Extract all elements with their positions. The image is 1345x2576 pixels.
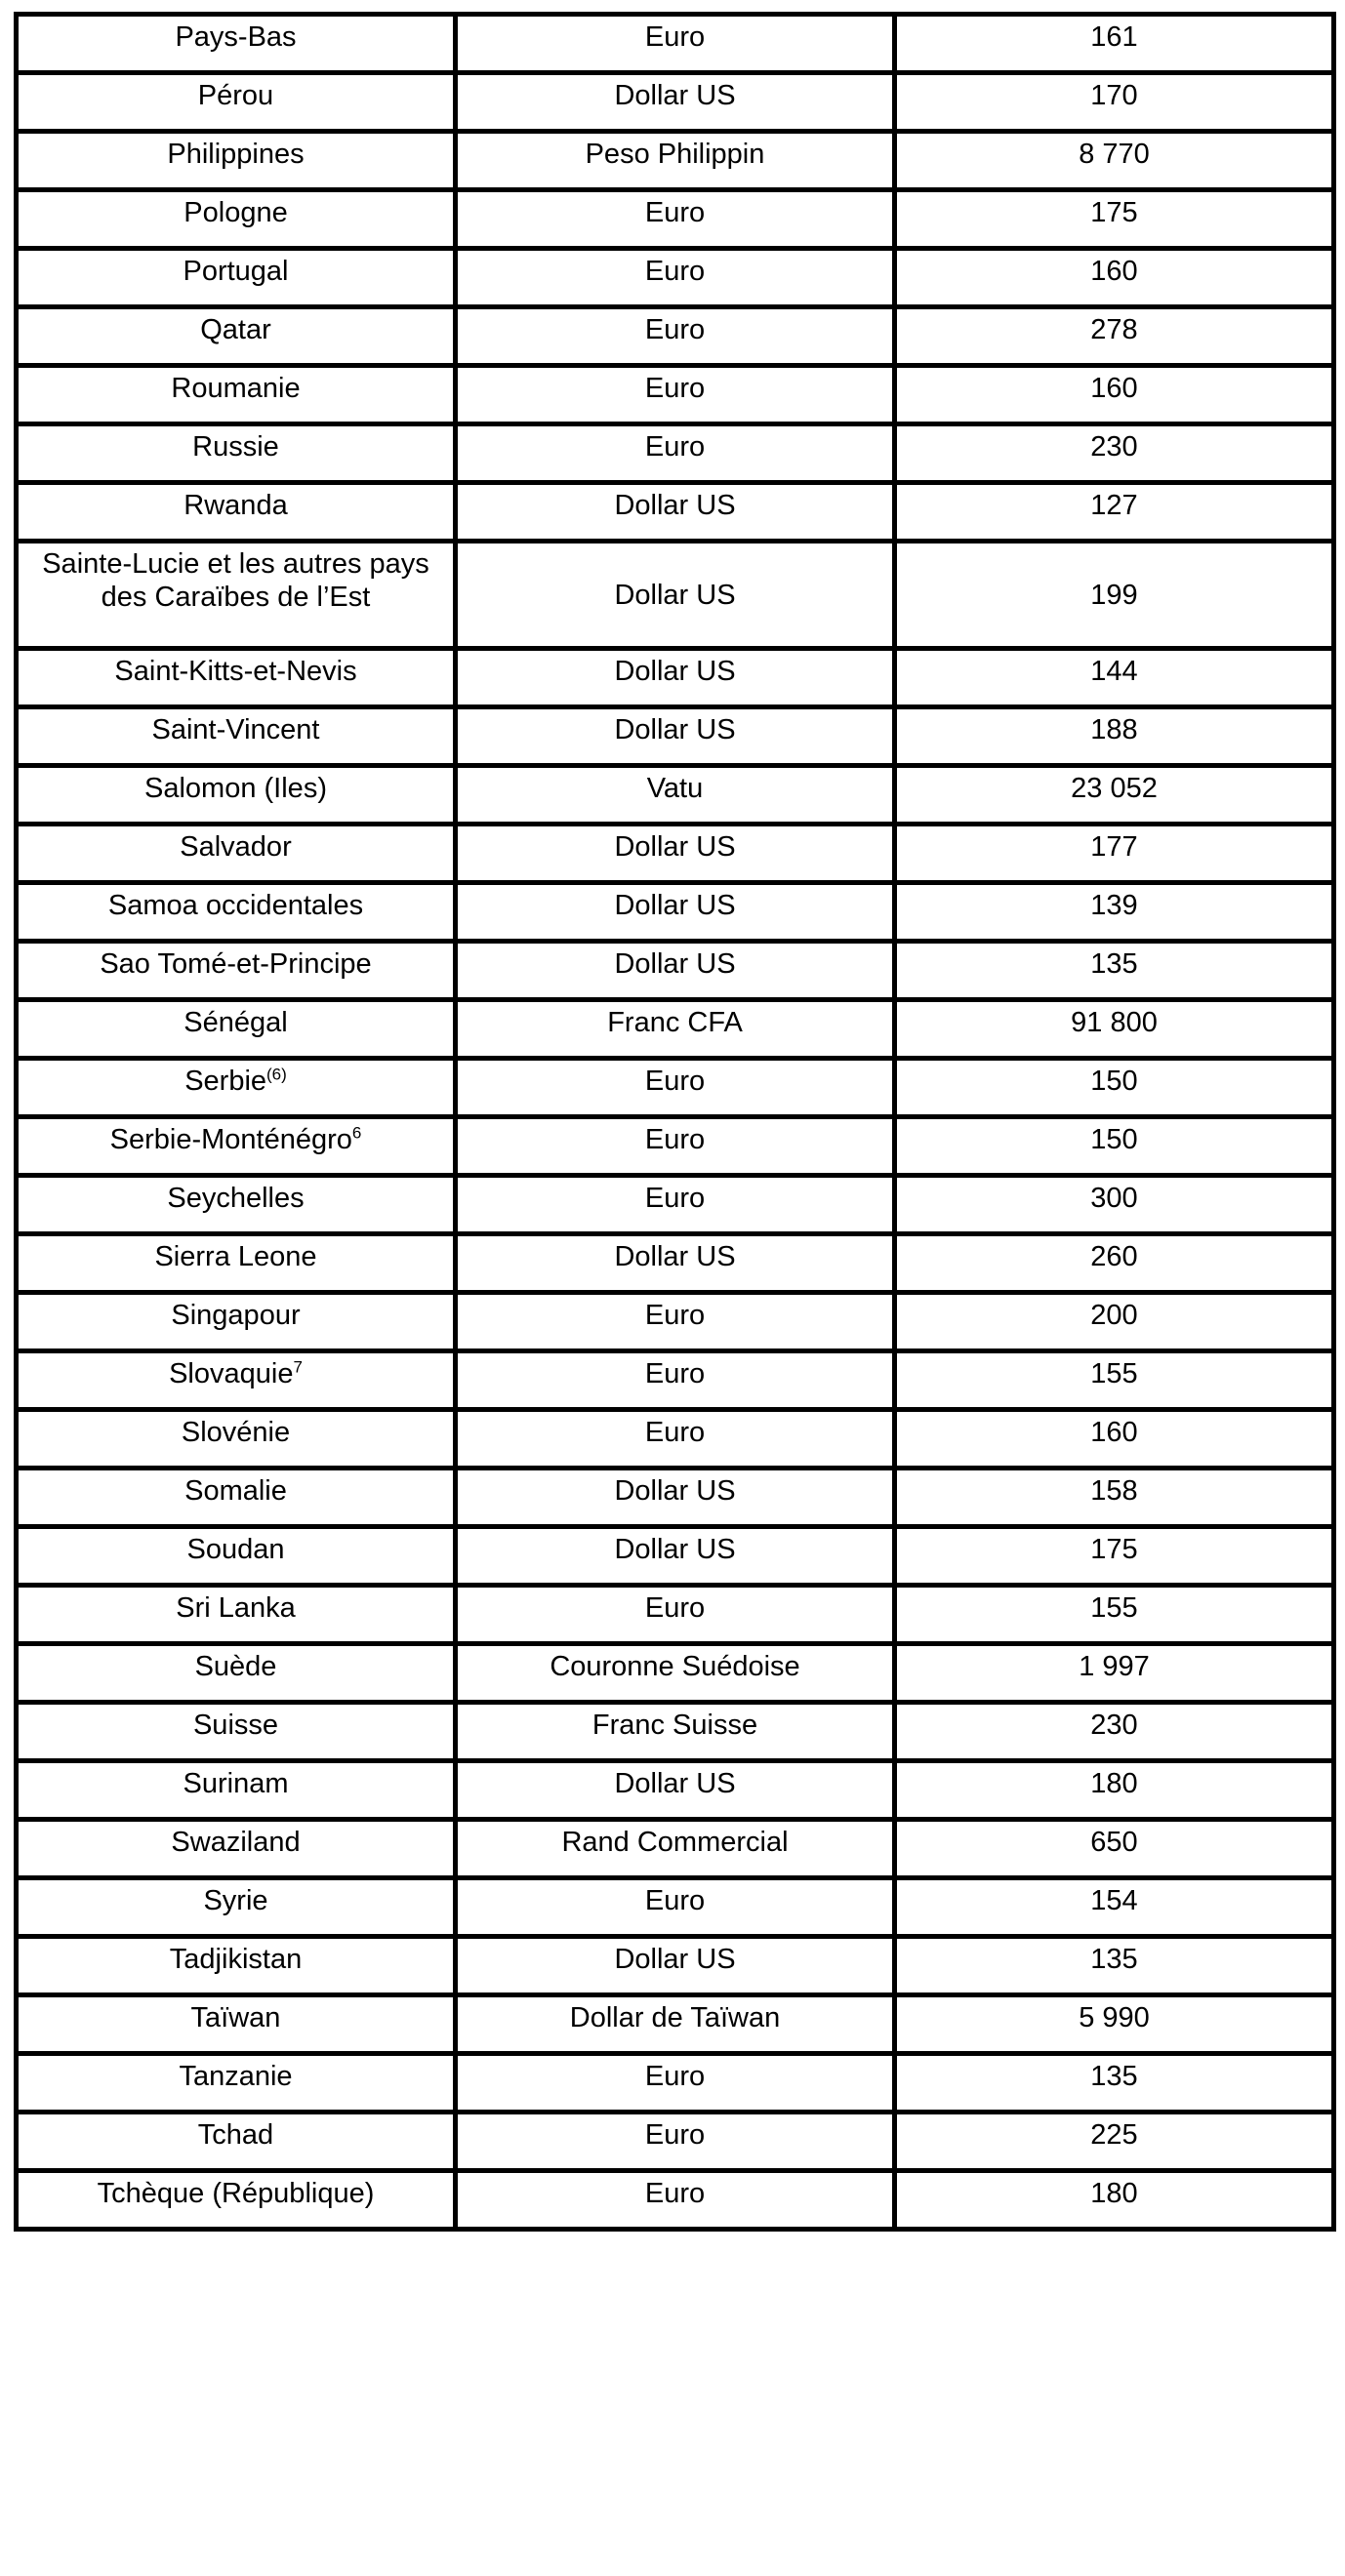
table-row	[17, 1410, 1334, 1469]
currency-cell: Euro	[456, 1293, 895, 1351]
currency-cell: Dollar de Taïwan	[456, 1995, 895, 2054]
country-name: Roumanie	[171, 373, 301, 404]
amount-cell: 135	[895, 1937, 1334, 1995]
currency-cell: Euro	[456, 307, 895, 366]
footnote-marker: 6	[351, 1123, 362, 1143]
country-cell	[17, 649, 456, 707]
country-name: Russie	[192, 431, 279, 463]
table-row	[17, 249, 1334, 307]
country-cell	[17, 1878, 456, 1937]
table-row	[17, 1820, 1334, 1878]
currency-cell: Euro	[456, 1117, 895, 1176]
amount-cell: 177	[895, 825, 1334, 883]
country-name: Suisse	[192, 1710, 279, 1741]
country-cell	[17, 1176, 456, 1234]
currency-cell: Euro	[456, 424, 895, 483]
table-row	[17, 190, 1334, 249]
table-row	[17, 2113, 1334, 2171]
country-cell	[17, 1761, 456, 1820]
currency-cell: Dollar US	[456, 942, 895, 1000]
country-cell	[17, 307, 456, 366]
currency-cell: Dollar US	[456, 542, 895, 649]
country-name: Serbie-Monténégro	[109, 1124, 352, 1155]
country-name: Salvador	[180, 831, 292, 863]
country-cell	[17, 1527, 456, 1586]
country-name: Seychelles	[167, 1183, 305, 1214]
country-cell	[17, 366, 456, 424]
country-cell	[17, 1293, 456, 1351]
country-name: Samoa occidentales	[107, 890, 364, 921]
country-cell	[17, 1351, 456, 1410]
country-name: Sénégal	[183, 1007, 288, 1038]
country-cell	[17, 707, 456, 766]
country-cell	[17, 825, 456, 883]
country-name: Syrie	[203, 1885, 268, 1916]
country-name: Qatar	[200, 314, 271, 345]
currency-cell: Couronne Suédoise	[456, 1644, 895, 1703]
rate-table-body	[17, 15, 1334, 2230]
country-cell	[17, 1410, 456, 1469]
country-name: Taïwan	[190, 2002, 281, 2033]
currency-cell: Dollar US	[456, 1527, 895, 1586]
country-cell	[17, 1000, 456, 1059]
country-cell	[17, 1117, 456, 1176]
table-row	[17, 649, 1334, 707]
amount-cell: 188	[895, 707, 1334, 766]
country-cell	[17, 1820, 456, 1878]
country-name: Suède	[194, 1651, 277, 1682]
currency-cell: Euro	[456, 1176, 895, 1234]
table-row	[17, 366, 1334, 424]
table-row	[17, 15, 1334, 73]
amount-cell: 150	[895, 1117, 1334, 1176]
country-name: Tchad	[197, 2119, 274, 2151]
country-name: Pays-Bas	[175, 21, 297, 53]
currency-cell: Euro	[456, 190, 895, 249]
amount-cell: 150	[895, 1059, 1334, 1117]
country-name: Sainte-Lucie et les autres pays des Caraïbes de l’Est	[42, 548, 429, 613]
country-cell	[17, 2113, 456, 2171]
amount-cell: 199	[895, 542, 1334, 649]
amount-cell: 1 997	[895, 1644, 1334, 1703]
country-cell	[17, 1469, 456, 1527]
country-cell	[17, 766, 456, 825]
table-row	[17, 1000, 1334, 1059]
table-row	[17, 424, 1334, 483]
table-row	[17, 483, 1334, 542]
currency-cell: Euro	[456, 15, 895, 73]
country-cell	[17, 2171, 456, 2230]
currency-cell: Euro	[456, 366, 895, 424]
currency-cell: Dollar US	[456, 483, 895, 542]
amount-cell: 175	[895, 190, 1334, 249]
amount-cell: 225	[895, 2113, 1334, 2171]
currency-cell: Dollar US	[456, 1469, 895, 1527]
currency-cell: Euro	[456, 2054, 895, 2113]
table-row	[17, 942, 1334, 1000]
amount-cell: 155	[895, 1586, 1334, 1644]
amount-cell: 139	[895, 883, 1334, 942]
amount-cell: 127	[895, 483, 1334, 542]
footnote-marker: (6)	[266, 1065, 287, 1084]
amount-cell: 650	[895, 1820, 1334, 1878]
country-cell	[17, 424, 456, 483]
country-cell	[17, 1703, 456, 1761]
country-name: Swaziland	[171, 1827, 301, 1858]
table-row	[17, 1644, 1334, 1703]
amount-cell: 180	[895, 2171, 1334, 2230]
currency-cell: Franc Suisse	[456, 1703, 895, 1761]
table-row	[17, 2054, 1334, 2113]
table-row	[17, 1937, 1334, 1995]
country-name: Tadjikistan	[169, 1944, 303, 1975]
currency-cell: Euro	[456, 1878, 895, 1937]
currency-cell: Euro	[456, 2171, 895, 2230]
table-row	[17, 1586, 1334, 1644]
country-cell	[17, 1586, 456, 1644]
currency-cell: Euro	[456, 1351, 895, 1410]
country-cell	[17, 942, 456, 1000]
table-row	[17, 883, 1334, 942]
country-cell	[17, 2054, 456, 2113]
country-name: Pologne	[183, 197, 288, 228]
currency-cell: Dollar US	[456, 1234, 895, 1293]
country-name: Tanzanie	[179, 2061, 293, 2092]
country-cell	[17, 483, 456, 542]
country-name: Sierra Leone	[154, 1241, 317, 1272]
table-row	[17, 707, 1334, 766]
country-cell	[17, 249, 456, 307]
amount-cell: 161	[895, 15, 1334, 73]
currency-cell: Franc CFA	[456, 1000, 895, 1059]
country-name: Soudan	[186, 1534, 285, 1565]
country-name: Slovaquie	[169, 1358, 294, 1389]
currency-cell: Dollar US	[456, 1937, 895, 1995]
table-row	[17, 307, 1334, 366]
country-cell	[17, 883, 456, 942]
country-cell	[17, 15, 456, 73]
amount-cell: 160	[895, 366, 1334, 424]
country-name: Surinam	[183, 1768, 289, 1799]
amount-cell: 135	[895, 2054, 1334, 2113]
table-row	[17, 2171, 1334, 2230]
country-cell	[17, 73, 456, 132]
country-name: Sri Lanka	[176, 1592, 296, 1624]
currency-cell: Dollar US	[456, 649, 895, 707]
table-row	[17, 1527, 1334, 1586]
amount-cell: 278	[895, 307, 1334, 366]
table-row	[17, 542, 1334, 649]
country-cell	[17, 1937, 456, 1995]
amount-cell: 160	[895, 1410, 1334, 1469]
currency-cell: Euro	[456, 1059, 895, 1117]
country-cell	[17, 542, 456, 649]
country-name: Somalie	[184, 1475, 287, 1507]
country-cell	[17, 190, 456, 249]
footnote-marker: 7	[293, 1357, 303, 1377]
country-name: Sao Tomé-et-Principe	[100, 948, 372, 980]
amount-cell: 154	[895, 1878, 1334, 1937]
amount-cell: 300	[895, 1176, 1334, 1234]
currency-cell: Dollar US	[456, 73, 895, 132]
country-name: Salomon (Iles)	[144, 773, 327, 804]
currency-cell: Rand Commercial	[456, 1820, 895, 1878]
table-row	[17, 1469, 1334, 1527]
country-name: Tchèque (République)	[97, 2178, 375, 2209]
country-name: Portugal	[183, 256, 289, 287]
amount-cell: 180	[895, 1761, 1334, 1820]
table-row	[17, 1761, 1334, 1820]
currency-cell: Euro	[456, 1410, 895, 1469]
amount-cell: 155	[895, 1351, 1334, 1410]
country-name: Pérou	[197, 80, 274, 111]
country-name: Philippines	[167, 139, 305, 170]
table-row	[17, 1059, 1334, 1117]
country-name: Serbie	[184, 1066, 267, 1097]
country-name: Saint-Vincent	[151, 714, 320, 745]
table-row	[17, 1176, 1334, 1234]
amount-cell: 200	[895, 1293, 1334, 1351]
country-cell	[17, 1644, 456, 1703]
currency-cell: Euro	[456, 249, 895, 307]
currency-cell: Euro	[456, 2113, 895, 2171]
amount-cell: 160	[895, 249, 1334, 307]
amount-cell: 230	[895, 1703, 1334, 1761]
country-name: Rwanda	[183, 490, 288, 521]
amount-cell: 170	[895, 73, 1334, 132]
country-cell	[17, 1059, 456, 1117]
amount-cell: 5 990	[895, 1995, 1334, 2054]
table-row	[17, 1117, 1334, 1176]
country-name: Saint-Kitts-et-Nevis	[114, 656, 357, 687]
currency-cell: Dollar US	[456, 707, 895, 766]
amount-cell: 158	[895, 1469, 1334, 1527]
country-name: Slovénie	[181, 1417, 291, 1448]
rate-table	[14, 12, 1336, 2232]
table-row	[17, 766, 1334, 825]
table-row	[17, 1351, 1334, 1410]
currency-cell: Peso Philippin	[456, 132, 895, 190]
amount-cell: 144	[895, 649, 1334, 707]
amount-cell: 8 770	[895, 132, 1334, 190]
currency-cell: Euro	[456, 1586, 895, 1644]
amount-cell: 175	[895, 1527, 1334, 1586]
table-row	[17, 825, 1334, 883]
currency-cell: Dollar US	[456, 825, 895, 883]
amount-cell: 135	[895, 942, 1334, 1000]
country-cell	[17, 1234, 456, 1293]
amount-cell: 230	[895, 424, 1334, 483]
table-row	[17, 1878, 1334, 1937]
amount-cell: 23 052	[895, 766, 1334, 825]
currency-cell: Dollar US	[456, 883, 895, 942]
table-row	[17, 1703, 1334, 1761]
amount-cell: 91 800	[895, 1000, 1334, 1059]
country-cell	[17, 132, 456, 190]
currency-cell: Vatu	[456, 766, 895, 825]
table-row	[17, 1234, 1334, 1293]
table-row	[17, 132, 1334, 190]
amount-cell: 260	[895, 1234, 1334, 1293]
country-cell	[17, 1995, 456, 2054]
table-row	[17, 1293, 1334, 1351]
currency-cell: Dollar US	[456, 1761, 895, 1820]
table-row	[17, 1995, 1334, 2054]
country-name: Singapour	[171, 1300, 301, 1331]
table-row	[17, 73, 1334, 132]
